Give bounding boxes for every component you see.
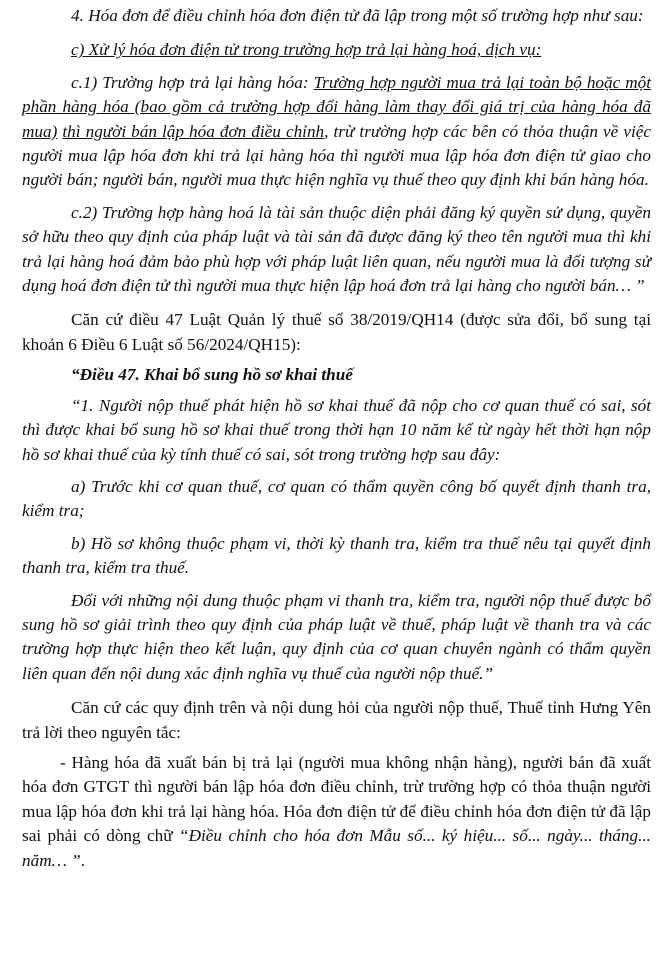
paragraph-reply-basis: Căn cứ các quy định trên và nội dung hỏi của người nộp thuế, Thuế tỉnh Hưng Yên trả lời theo nguyên tắc: xyxy=(22,698,651,742)
c1-rest: , trừ trường hợp các bên có thỏa thuận về việc người mua lập hóa đơn khi trả lại hàng hóa thì người mua lập hóa đơn điện tử giao cho người bán; người bán, người mua thực hiện nghĩa vụ thuế theo quy định khi bán hàng hóa. xyxy=(22,121,651,190)
paragraph-heading-c xyxy=(22,38,651,62)
paragraph-art47-clause1: “1. Người nộp thuế phát hiện hồ sơ khai thuế đã nộp cho cơ quan thuế có sai, sót thì được khai bổ sung hồ sơ khai thuế trong thời hạn 10 năm kể từ ngày hết thời hạn nộp hồ sơ khai thuế của kỳ tính thuế có sai, sót trong trường hợp sau đây: xyxy=(22,395,651,464)
reply-text: - Hàng hóa đã xuất bán bị trả lại (người mua không nhận hàng), người bán đã xuất hóa đơn GTGT thì người bán lập hóa đơn điều chỉnh, trừ trường hợp có thỏa thuận người mua lập hóa đơn khi trả lại hàng hóa. Hóa đơn điện tử để điều chỉnh hóa đơn điện tử đã lập sai phải có dòng chữ xyxy=(22,752,651,846)
c1-underline-return: Trường hợp người mua trả lại toàn bộ hoặc một phần hàng hóa (bao gồm cả trường hợp đổi hàng làm thay đổi giá trị của hàng hóa đã mua) xyxy=(22,72,652,141)
heading-c-text: c) Xử lý hóa đơn điện tử trong trường hợp trả lại hàng hoá, dịch vụ: xyxy=(71,40,542,60)
paragraph-c2: c.2) Trường hợp hàng hoá là tài sản thuộc diện phải đăng ký quyền sử dụng, quyền sở hữu theo quy định của pháp luật và tài sản đã được đăng ký theo tên người mua thì khi trả lại hàng hoá đảm bảo phù hợp với pháp luật liên quan, nếu người mua là đối tượng sử dụng hoá đơn điện tử thì người mua thực hiện lập hoá đơn trả lại hàng cho người bán… ” xyxy=(22,202,651,296)
paragraph-invoice-adjustment-intro: 4. Hóa đơn để điều chỉnh hóa đơn điện tử đã lập trong một số trường hợp như sau: xyxy=(71,6,644,25)
c1-lead: c.1) Trường hợp trả lại hàng hóa: xyxy=(71,72,314,92)
paragraph-art47-title: “Điều 47. Khai bổ sung hồ sơ khai thuế xyxy=(71,365,353,385)
paragraph-art47-point-b: b) Hồ sơ không thuộc phạm vi, thời kỳ thanh tra, kiểm tra thuế nêu tại quyết định thanh tra, kiểm tra thuế. xyxy=(22,533,651,578)
reply-quote: “Điều chỉnh cho hóa đơn Mẫu số... ký hiệu... số... ngày... tháng... năm… ” xyxy=(22,826,651,870)
c1-underline-seller: thì người bán lập hóa đơn điều chỉnh xyxy=(62,121,325,141)
paragraph-legal-basis-art47: Căn cứ điều 47 Luật Quản lý thuế số 38/2019/QH14 (được sửa đổi, bổ sung tại khoản 6 Điều 6 Luật số 56/2024/QH15): xyxy=(22,310,651,354)
paragraph-art47-point-a: a) Trước khi cơ quan thuế, cơ quan có thẩm quyền công bố quyết định thanh tra, kiểm tra; xyxy=(22,476,651,521)
paragraph-reply-returned-goods xyxy=(22,751,651,873)
paragraph-art47-scope: Đối với những nội dung thuộc phạm vi thanh tra, kiểm tra, người nộp thuế được bổ sung hồ sơ giải trình theo quy định của pháp luật về thuế, pháp luật về thanh tra và các trường hợp thực hiện theo kết luận, quy định của cơ quan chuyên ngành có thẩm quyền liên quan đến nội dung xác định nghĩa vụ thuế của người nộp thuế.” xyxy=(22,590,651,683)
paragraph-c1 xyxy=(22,71,651,193)
reply-period: . xyxy=(80,850,86,870)
